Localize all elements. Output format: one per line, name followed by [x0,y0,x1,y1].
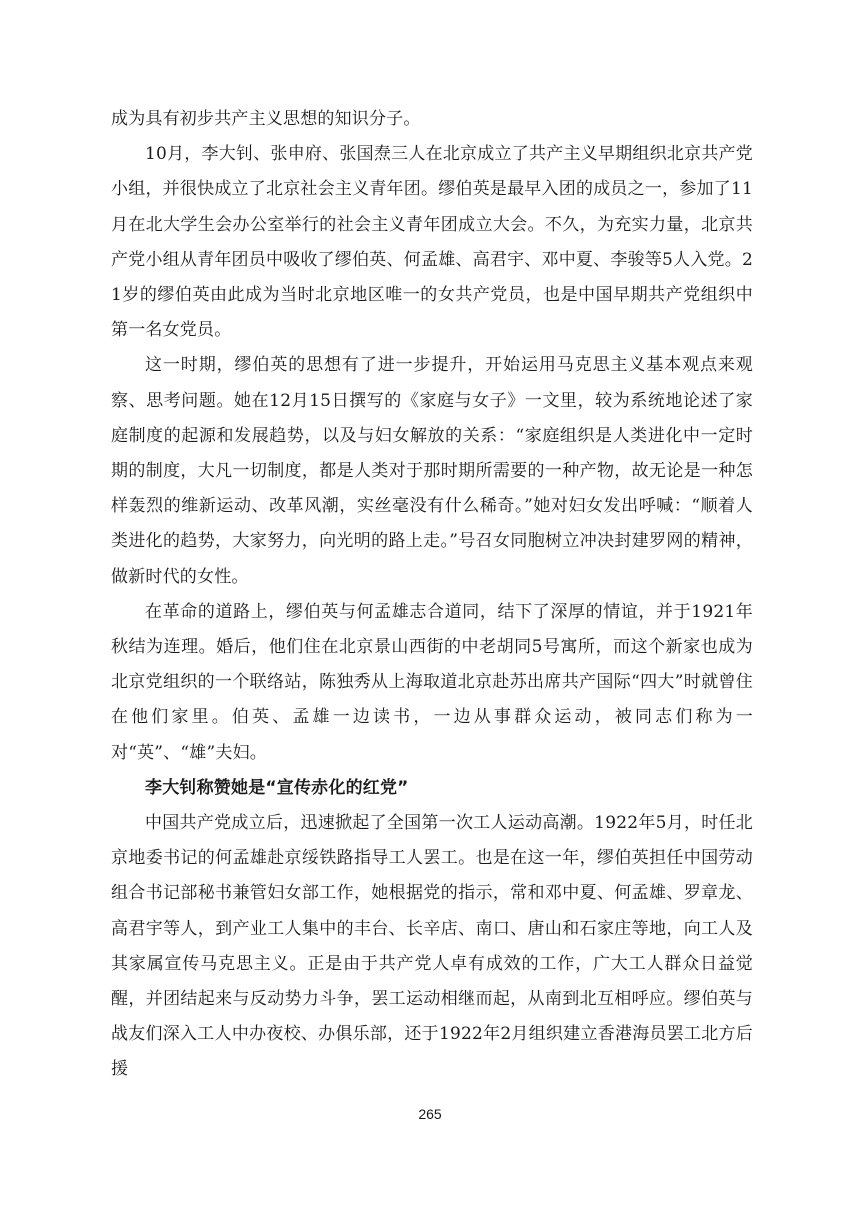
paragraph-labor-movement: 中国共产党成立后，迅速掀起了全国第一次工人运动高潮。1922年5月，时任北京地委书记的何孟雄赴京绥铁路指导工人罢工。也是在这一年，缪伯英担任中国劳动组合书记部秘书兼管妇女部工作，她根据党的指示，常和邓中夏、何孟雄、罗章龙、高君宇等人，到产业工人集中的丰台、长辛店、南口、唐山和石家庄等地，向工人及其家属宣传马克思主义。正是由于共产党人卓有成效的工作，广大工人群众日益觉醒，并团结起来与反动势力斗争，罢工运动相继而起，从南到北互相呼应。缪伯英与战友们深入工人中办夜校、办俱乐部，还于1922年2月组织建立香港海员罢工北方后援 [111,813,753,1080]
section-heading: 李大钊称赞她是“宣传赤化的红党” [145,777,409,798]
paragraph-family-and-women: 这一时期，缪伯英的思想有了进一步提升，开始运用马克思主义基本观点来观察、思考问题。她在12月15日撰写的《家庭与女子》一文里，较为系统地论述了家庭制度的起源和发展趋势，以及与妇女解放的关系：“家庭组织是人类进化中一定时期的制度，大凡一切制度，都是人类对于那时期所需要的一种产物，故无论是一种怎样轰烈的维新运动、改革风潮，实丝毫没有什么稀奇。”她对妇女发出呼喊：“顺着人类进化的趋势，大家努力，向光明的路上走。”号召女同胞树立冲决封建罗网的精神，做新时代的女性。 [111,355,753,587]
page-number: 265 [418,1106,442,1122]
paragraph-continuation: 成为具有初步共产主义思想的知识分子。 [111,109,421,129]
paragraph-marriage: 在革命的道路上，缪伯英与何孟雄志合道同，结下了深厚的情谊，并于1921年秋结为连理。婚后，他们住在北京景山西街的中老胡同5号寓所，而这个新家也成为北京党组织的一个联络站，陈独秀从上海取道北京赴苏出席共产国际“四大”时就曾住在他们家里。伯英、孟雄一边读书，一边从事群众运动，被同志们称为一对“英”、“雄”夫妇。 [111,601,753,763]
page-body [111,102,753,1088]
paragraph-party-group: 10月，李大钊、张申府、张国焘三人在北京成立了共产主义早期组织北京共产党小组，并很快成立了北京社会主义青年团。缪伯英是最早入团的成员之一，参加了11月在北大学生会办公室举行的社会主义青年团成立大会。不久，为充实力量，北京共产党小组从青年团员中吸收了缪伯英、何孟雄、高君宇、邓中夏、李骏等5人入党。21岁的缪伯英由此成为当时北京地区唯一的女共产党员，也是中国早期共产党组织中第一名女党员。 [111,144,753,341]
